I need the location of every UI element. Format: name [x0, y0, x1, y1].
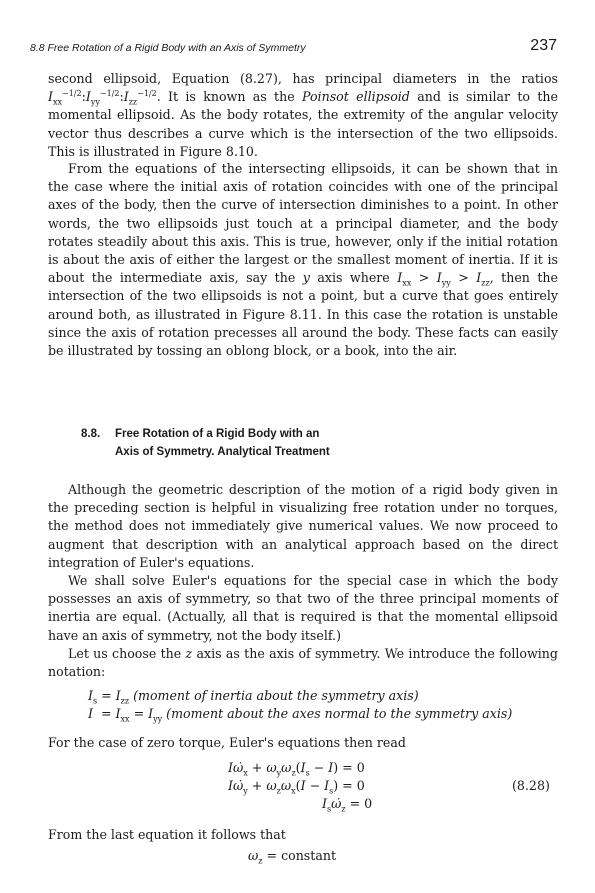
section-number: 8.8.: [81, 428, 101, 440]
notation-line-2: $I = I_{xx} = I_{yy}$ (moment about the axes normal to the symmetry axis): [88, 706, 513, 724]
running-header: [30, 37, 557, 60]
section-title-line1: Free Rotation of a Rigid Body with an: [115, 428, 320, 440]
paragraph-2: From the equations of the intersecting ellipsoids, it can be shown that in the case where the initial axis of rotation coincides with one of the principal axes of the body, then the curve of intersection diminishes to a point. In other words, the two ellipsoids just touch at a principal diameter, and the body rotates steadily about this axis. This is true, however, only if the initial rotation is about the axis of either the largest or the smallest moment of inertia. If it is about the intermediate axis, say the y axis where $I_{xx} > I_{yy} > I_{zz}$, then the intersection of the two ellipsoids is not a point, but a curve that goes entirely around both, as illustrated in Figure 8.11. In this case the rotation is unstable since the axis of rotation precesses all around the body. These facts can easily be illustrated by tossing an oblong block, or a book, into the air.: [48, 161, 558, 359]
euler-equation-y: $I\omegȧ_y + \omega_z\omega_x(I - I_s) = 0$: [228, 778, 365, 796]
omega-z-constant: $\omega_z$ = constant: [248, 848, 337, 866]
euler-equation-x: $I\omegȧ_x + \omega_y\omega_z(I_s - I) = 0$: [228, 760, 365, 778]
paragraph-5: Let us choose the z axis as the axis of symmetry. We introduce the following notation:: [48, 646, 558, 680]
euler-equation-z: $I_s\omegȧ_z = 0$: [322, 796, 373, 814]
paragraph-1: second ellipsoid, Equation (8.27), has principal diameters in the ratios $I_{xx}^{-1/2}:I_{yy}^{-1/2}:I_{zz}^{-1/2}$. It is known as the Poinsot ellipsoid and is similar to the momental ellipsoid. As the body rotates, the extremity of the angular velocity vector thus describes a curve which is the intersection of the two ellipsoids. This is illustrated in Figure 8.10.: [48, 71, 558, 159]
notation-line-1: $I_s = I_{zz}$ (moment of inertia about the symmetry axis): [88, 688, 419, 706]
paragraph-6: For the case of zero torque, Euler's equations then read: [48, 735, 406, 750]
page-number: 237: [530, 37, 557, 54]
paragraph-7: From the last equation it follows that: [48, 827, 286, 842]
running-title: 8.8 Free Rotation of a Rigid Body with an Axis of Symmetry: [30, 42, 306, 54]
poinsot-ellipsoid-term: Poinsot ellipsoid: [302, 89, 410, 105]
section-title-line2: Axis of Symmetry. Analytical Treatment: [115, 446, 330, 458]
section-heading: [81, 425, 330, 461]
paragraph-4: We shall solve Euler's equations for the special case in which the body possesses an axis of symmetry, so that two of the three principal moments of inertia are equal. (Actually, all that is required is that the momental ellipsoid have an axis of symmetry, not the body itself.): [48, 573, 558, 643]
paragraph-3: Although the geometric description of the motion of a rigid body given in the preceding section is helpful in visualizing free rotation under no torques, the method does not immediately give numerical values. We now proceed to augment that description with an analytical approach based on the direct integration of Euler's equations.: [48, 482, 558, 570]
para1-line1: second ellipsoid, Equation (8.27), has principal diameters in the ratios: [48, 71, 558, 86]
equation-number: (8.28): [512, 778, 550, 793]
